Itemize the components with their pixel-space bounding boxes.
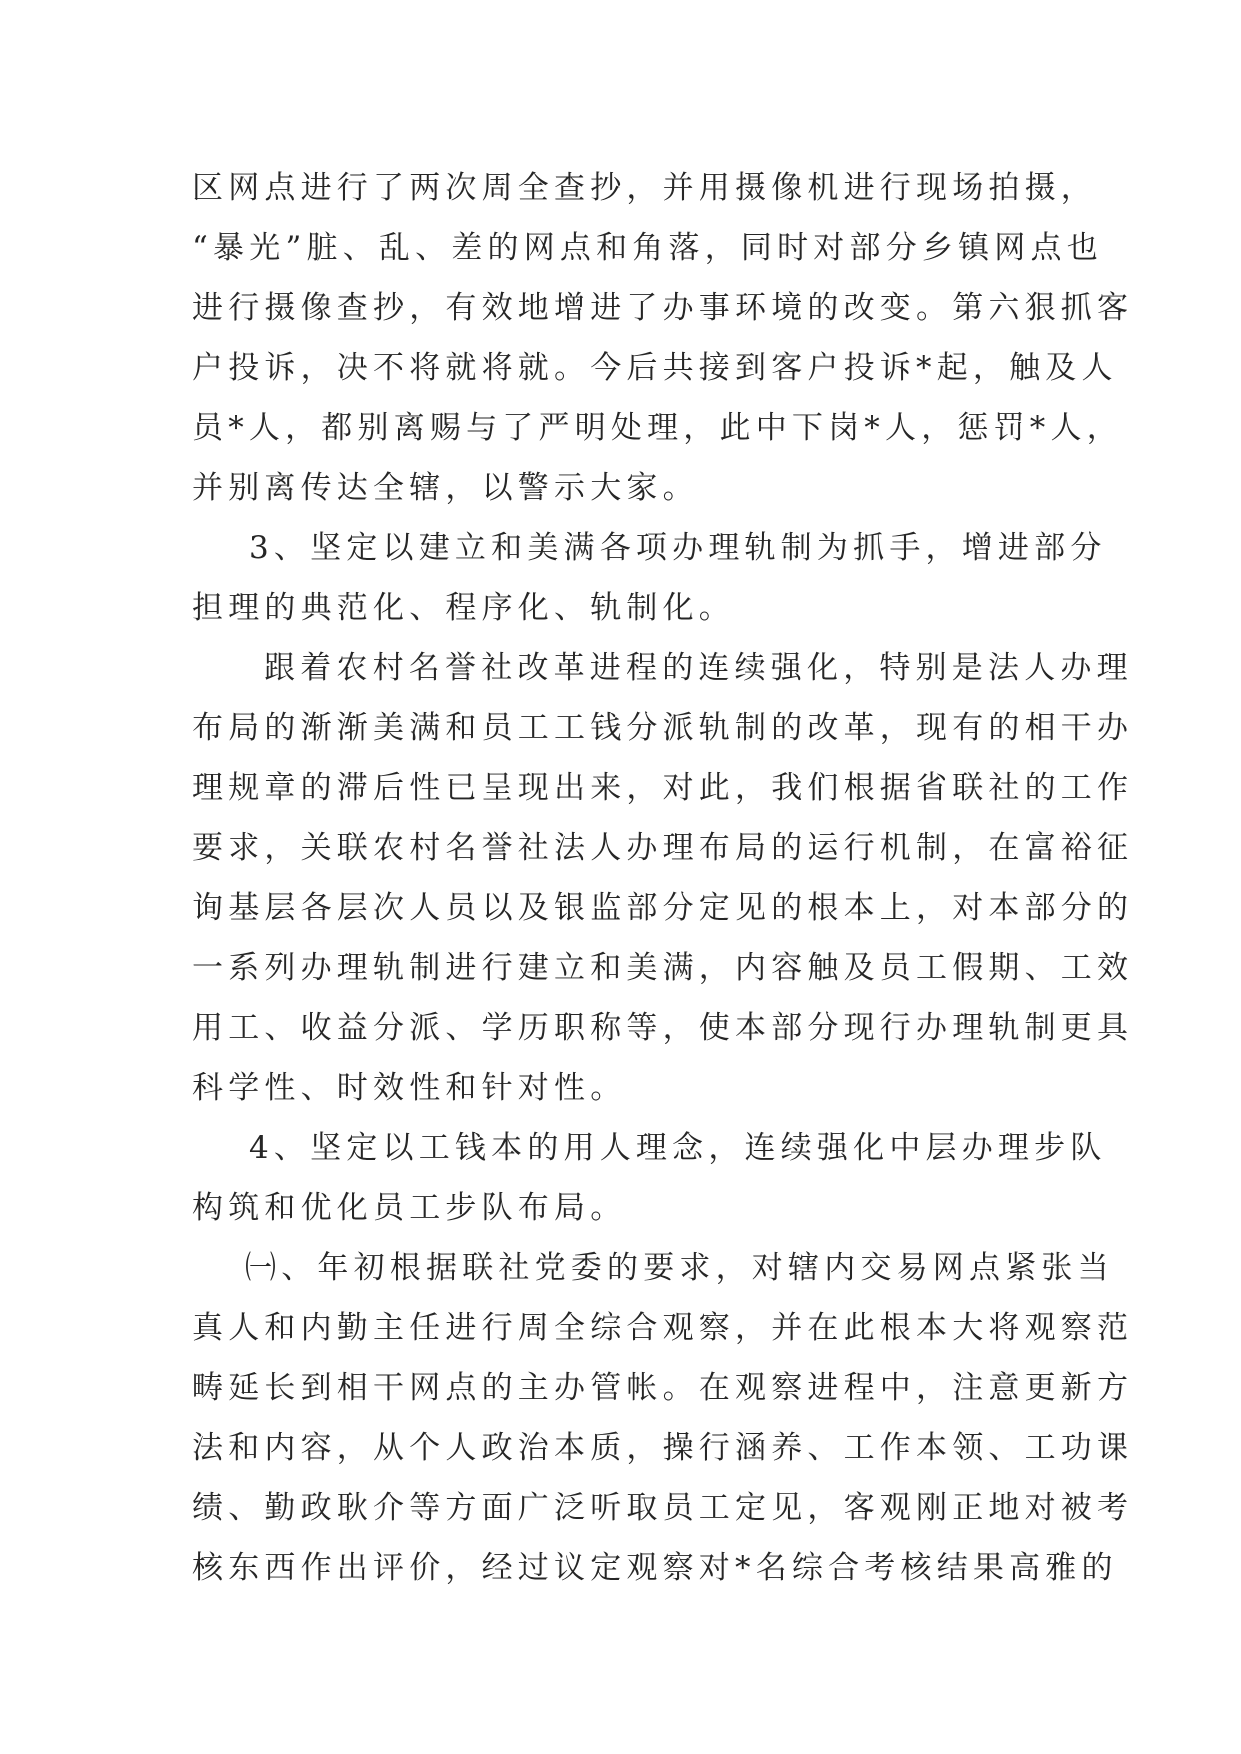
text-line: 布局的渐渐美满和员工工钱分派轨制的改革，现有的相干办	[192, 710, 1134, 746]
paragraph-subsection-1	[192, 1238, 1134, 1598]
text-line: 理规章的滞后性已呈现出来，对此，我们根据省联社的工作	[192, 770, 1134, 806]
text-line: 跟着农村名誉社改革进程的连续强化，特别是法人办理	[264, 650, 1133, 686]
text-line: 4、坚定以工钱本的用人理念，连续强化中层办理步队	[249, 1130, 1107, 1166]
text-line: 绩、勤政耿介等方面广泛听取员工定见，客观刚正地对被考	[192, 1490, 1134, 1526]
text-line: 畴延长到相干网点的主办管帐。在观察进程中，注意更新方	[192, 1370, 1134, 1406]
text-line: 要求，关联农村名誉社法人办理布局的运行机制，在富裕征	[192, 830, 1134, 866]
text-line: 核东西作出评价，经过议定观察对*名综合考核结果高雅的	[192, 1550, 1118, 1586]
paragraph-section-4	[192, 1118, 1107, 1238]
paragraph-continuation	[192, 158, 1134, 518]
text-line: 一系列办理轨制进行建立和美满，内容触及员工假期、工效	[192, 950, 1134, 986]
text-line: ㈠、年初根据联社党委的要求，对辖内交易网点紧张当	[245, 1250, 1114, 1286]
text-line: 构筑和优化员工步队布局。	[192, 1190, 627, 1226]
text-line: “暴光”脏、乱、差的网点和角落，同时对部分乡镇网点也	[192, 230, 1103, 266]
text-line: 询基层各层次人员以及银监部分定见的根本上，对本部分的	[192, 890, 1134, 926]
paragraph-regulations	[192, 638, 1134, 1118]
text-line: 担理的典范化、程序化、轨制化。	[192, 590, 735, 626]
text-line: 用工、收益分派、学历职称等，使本部分现行办理轨制更具	[192, 1010, 1134, 1046]
text-line: 科学性、时效性和针对性。	[192, 1070, 627, 1106]
text-line: 真人和内勤主任进行周全综合观察，并在此根本大将观察范	[192, 1310, 1134, 1346]
text-line: 户投诉，决不将就将就。今后共接到客户投诉*起，触及人	[192, 350, 1118, 386]
text-line: 进行摄像查抄，有效地增进了办事环境的改变。第六狠抓客	[192, 290, 1134, 326]
paragraph-section-3	[192, 518, 1107, 638]
text-line: 并别离传达全辖，以警示大家。	[192, 470, 699, 506]
text-line: 区网点进行了两次周全查抄，并用摄像机进行现场拍摄，	[192, 170, 1097, 206]
document-body	[192, 158, 1134, 1598]
text-line: 3、坚定以建立和美满各项办理轨制为抓手，增进部分	[249, 530, 1107, 566]
text-line: 员*人，都别离赐与了严明处理，此中下岗*人，惩罚*人，	[192, 410, 1123, 446]
text-line: 法和内容，从个人政治本质，操行涵养、工作本领、工功课	[192, 1430, 1134, 1466]
